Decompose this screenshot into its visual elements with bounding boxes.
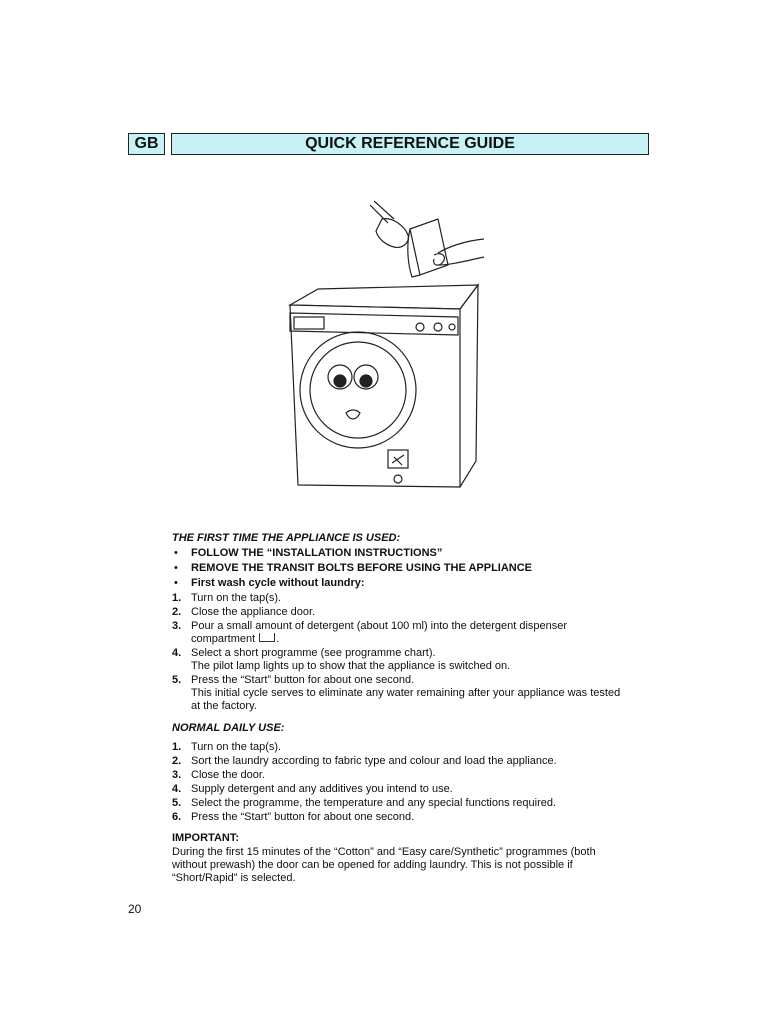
step-item bbox=[172, 755, 622, 768]
step-number: 4. bbox=[172, 783, 182, 795]
step-text: Pour a small amount of detergent (about 100 ml) into the detergent dispenser compartment . bbox=[191, 620, 568, 645]
bullet-item: • First wash cycle without laundry: bbox=[172, 577, 622, 590]
step-text: Close the door. bbox=[191, 769, 265, 781]
first-use-bullet-list bbox=[172, 547, 622, 590]
step-text: Press the “Start” button for about one second. This initial cycle serves to eliminate any water remaining after your appliance was tested at the factory. bbox=[191, 674, 621, 712]
step-number: 2. bbox=[172, 755, 182, 767]
bullet-item: • FOLLOW THE “INSTALLATION INSTRUCTIONS” bbox=[172, 547, 622, 560]
step-number: 2. bbox=[172, 606, 182, 618]
detergent-compartment-icon bbox=[259, 633, 275, 642]
step-item bbox=[172, 592, 622, 605]
step-text: Supply detergent and any additives you intend to use. bbox=[191, 783, 453, 795]
step-item bbox=[172, 606, 622, 619]
step-item bbox=[172, 783, 622, 796]
step-item bbox=[172, 674, 622, 713]
step-text: Select the programme, the temperature and any special functions required. bbox=[191, 797, 557, 809]
page-number: 20 bbox=[128, 902, 142, 916]
first-use-section bbox=[172, 532, 622, 714]
section-title: THE FIRST TIME THE APPLIANCE IS USED: bbox=[172, 532, 401, 544]
step-item bbox=[172, 620, 622, 646]
step-number: 3. bbox=[172, 620, 182, 632]
step-text: Press the “Start” button for about one second. bbox=[191, 811, 415, 823]
washing-machine-illustration bbox=[270, 195, 510, 500]
step-number: 4. bbox=[172, 647, 182, 659]
page-title: QUICK REFERENCE GUIDE bbox=[171, 133, 649, 155]
important-text: During the first 15 minutes of the “Cotton” and “Easy care/Synthetic” programmes (both without prewash) the door can be opened for adding laundry. This is not possible if “Short/Rapid” is selected. bbox=[172, 846, 596, 884]
bullet-item: • REMOVE THE TRANSIT BOLTS BEFORE USING THE APPLIANCE bbox=[172, 562, 622, 575]
washing-machine-body bbox=[290, 285, 478, 487]
step-text: Turn on the tap(s). bbox=[191, 741, 282, 753]
language-label: GB bbox=[128, 133, 165, 155]
step-text: Turn on the tap(s). bbox=[191, 592, 282, 604]
step-number: 5. bbox=[172, 674, 182, 686]
daily-use-steps bbox=[172, 741, 622, 824]
step-item bbox=[172, 811, 622, 824]
step-number: 3. bbox=[172, 769, 182, 781]
step-number: 1. bbox=[172, 592, 182, 604]
important-title: IMPORTANT: bbox=[172, 832, 240, 844]
step-text: Sort the laundry according to fabric type and colour and load the appliance. bbox=[191, 755, 557, 767]
hands-holding-manual-illustration bbox=[370, 201, 484, 277]
section-title: NORMAL DAILY USE: bbox=[172, 722, 285, 734]
step-text: Close the appliance door. bbox=[191, 606, 316, 618]
step-item bbox=[172, 769, 622, 782]
step-number: 1. bbox=[172, 741, 182, 753]
step-item bbox=[172, 797, 622, 810]
step-item bbox=[172, 741, 622, 754]
daily-use-section bbox=[172, 722, 622, 825]
step-text: Select a short programme (see programme chart). The pilot lamp lights up to show that the appliance is switched on. bbox=[191, 647, 511, 672]
step-item bbox=[172, 647, 622, 673]
important-section bbox=[172, 832, 622, 885]
step-number: 5. bbox=[172, 797, 182, 809]
step-number: 6. bbox=[172, 811, 182, 823]
first-use-steps bbox=[172, 592, 622, 713]
